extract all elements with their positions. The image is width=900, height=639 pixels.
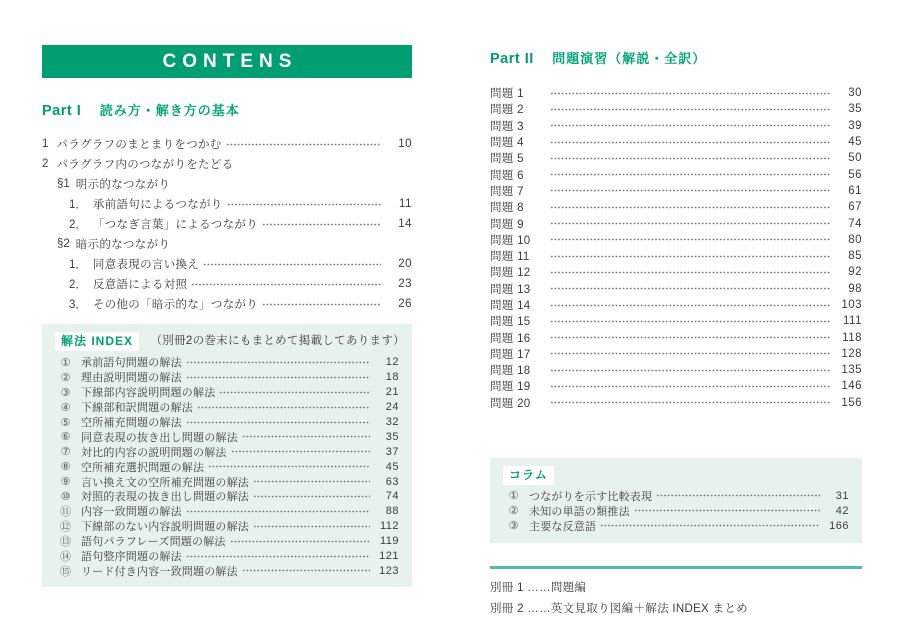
index-page-number: 121 — [379, 550, 399, 563]
index-page-number: 123 — [379, 564, 399, 577]
toc-item-title: パラグラフ内のつながりをたどる — [56, 159, 234, 171]
toc-item-title: 暗示的なつながり — [75, 239, 171, 251]
index-page-number: 74 — [385, 490, 399, 503]
problem-row — [490, 264, 862, 280]
index-item-title: 理由説明問題の解法 — [81, 372, 182, 385]
toc-row — [42, 254, 412, 274]
problem-row — [490, 362, 862, 378]
toc-item-number: 2 — [42, 158, 49, 170]
dot-leader — [550, 254, 831, 259]
dot-leader — [191, 282, 381, 287]
dot-leader — [203, 262, 381, 267]
dot-leader — [227, 202, 381, 207]
problem-label: 問題 11 — [490, 251, 530, 264]
circled-number: ③ — [60, 386, 71, 399]
dot-leader — [634, 508, 820, 513]
index-item-title: 内容一致問題の解法 — [81, 506, 182, 519]
index-page-number: 45 — [385, 460, 399, 473]
problem-row — [490, 118, 862, 134]
column-item-list — [503, 488, 849, 534]
circled-number: ① — [60, 356, 71, 369]
problem-page-number: 50 — [848, 152, 862, 165]
dot-leader — [550, 188, 831, 193]
dot-leader — [197, 405, 370, 410]
index-row — [55, 415, 399, 430]
problem-page-number: 118 — [842, 331, 862, 344]
problem-row — [490, 281, 862, 297]
problem-page-number: 146 — [841, 380, 862, 393]
toc-item-number: 1． — [69, 199, 87, 211]
contents-banner: CONTENS — [42, 45, 412, 78]
problem-row — [490, 232, 862, 248]
index-item-title: 下線部和訳問題の解法 — [81, 402, 193, 415]
index-page-number: 31 — [835, 489, 849, 502]
dot-leader — [242, 568, 370, 573]
problem-label: 問題 9 — [490, 218, 524, 231]
problem-label: 問題 10 — [490, 234, 531, 247]
problem-label: 問題 1 — [490, 88, 524, 101]
dot-leader — [186, 509, 370, 514]
dot-leader — [550, 368, 831, 373]
circled-number: ⑭ — [60, 551, 71, 564]
dot-leader — [550, 351, 831, 356]
dot-leader — [550, 319, 831, 324]
dot-leader — [208, 464, 370, 469]
index-row — [55, 355, 399, 370]
index-row — [55, 563, 399, 578]
index-row — [55, 429, 399, 444]
toc-item-title: 明示的なつながり — [75, 179, 171, 191]
index-page-number: 18 — [385, 371, 399, 384]
problem-page-number: 92 — [848, 266, 862, 279]
problem-page-number: 61 — [848, 184, 862, 197]
circled-number: ⑦ — [60, 446, 71, 459]
problem-page-number: 156 — [841, 396, 862, 409]
index-item-title: 下線部のない内容説明問題の解法 — [81, 521, 249, 534]
dot-leader — [253, 524, 370, 529]
index-box-note: （別冊2の巻末にもまとめて掲載してあります） — [150, 335, 405, 347]
problem-page-number: 56 — [848, 168, 862, 181]
left-column — [42, 45, 412, 587]
index-item-title: 語句パラフレーズ問題の解法 — [81, 536, 226, 549]
dot-leader — [253, 479, 370, 484]
index-row — [55, 385, 399, 400]
circled-number: ② — [60, 371, 71, 384]
index-page-number: 166 — [829, 519, 849, 532]
toc-item-title: 同意表現の言い換え — [92, 259, 200, 271]
dot-leader — [550, 335, 831, 340]
dot-leader — [550, 221, 831, 226]
problem-label: 問題 13 — [490, 283, 531, 296]
problem-label: 問題 20 — [490, 397, 531, 410]
dot-leader — [550, 400, 831, 405]
problem-page-number: 135 — [841, 364, 862, 377]
toc-item-number: 1 — [42, 138, 49, 150]
index-page-number: 32 — [385, 416, 399, 428]
toc-item-title: パラグラフのまとまりをつかむ — [56, 139, 222, 151]
problem-row — [490, 313, 862, 329]
index-page-number: 21 — [385, 386, 399, 399]
index-item-title: リード付き内容一致問題の解法 — [81, 565, 238, 578]
toc-item-title: その他の「暗示的な」つながり — [92, 299, 259, 311]
problem-label: 問題 2 — [490, 104, 524, 117]
dot-leader — [242, 434, 370, 439]
dot-leader — [550, 91, 831, 96]
dot-leader — [550, 384, 831, 389]
problem-page-number: 128 — [841, 347, 862, 360]
problem-page-number: 111 — [843, 315, 862, 328]
problem-row — [490, 395, 862, 411]
dot-leader — [186, 420, 370, 425]
problem-row — [490, 150, 862, 166]
dot-leader — [550, 172, 831, 177]
index-item-title: 空所補充選択問題の解法 — [81, 461, 205, 474]
dot-leader — [550, 156, 831, 161]
toc-page-number: 11 — [399, 198, 412, 210]
index-box-header — [55, 332, 405, 351]
toc-page-number: 10 — [398, 138, 412, 150]
circled-number: ⑪ — [60, 506, 71, 519]
problem-row — [490, 85, 862, 101]
circled-number: ⑧ — [60, 461, 71, 474]
dot-leader — [186, 375, 370, 380]
circled-number: ③ — [508, 520, 519, 533]
index-page-number: 12 — [385, 356, 399, 369]
dot-leader — [262, 302, 381, 307]
toc-item-number: 3． — [69, 299, 87, 311]
index-page-number: 88 — [385, 505, 399, 518]
problem-label: 問題 8 — [490, 202, 524, 215]
column-box-label: コラム — [503, 466, 554, 485]
toc-row — [42, 154, 412, 174]
toc-page-number: 26 — [398, 298, 412, 310]
toc-item-number: 2． — [69, 219, 87, 231]
problem-list — [490, 85, 862, 411]
dot-leader — [262, 222, 381, 227]
problem-row — [490, 101, 862, 117]
dot-leader — [231, 449, 370, 454]
index-page-number: 112 — [379, 520, 399, 533]
index-page-number: 37 — [385, 445, 399, 458]
toc-page-number: 23 — [398, 278, 412, 290]
toc-item-number: §1 — [57, 178, 70, 190]
toc-row — [42, 234, 412, 254]
booklet-1-note: 別冊 1 ……問題編 — [490, 581, 587, 594]
booklet-2-note: 別冊 2 ……英文見取り図編＋解法 INDEX まとめ — [490, 602, 748, 615]
index-row — [55, 444, 399, 459]
dot-leader — [600, 523, 820, 528]
circled-number: ⑫ — [60, 521, 71, 534]
part1-heading — [42, 102, 412, 120]
index-row — [55, 370, 399, 385]
problem-row — [490, 215, 862, 231]
separator-rule — [490, 566, 862, 569]
toc-item-title: 承前語句によるつながり — [92, 199, 223, 211]
part2-heading — [490, 50, 862, 68]
circled-number: ④ — [60, 401, 71, 414]
problem-page-number: 30 — [848, 87, 862, 100]
problem-page-number: 85 — [848, 250, 862, 263]
toc-page-number: 20 — [398, 258, 412, 270]
dot-leader — [550, 107, 831, 112]
circled-number: ⑬ — [60, 536, 71, 549]
dot-leader — [550, 286, 831, 291]
dot-leader — [656, 493, 820, 498]
problem-row — [490, 199, 862, 215]
toc-item-number: 2． — [69, 279, 87, 291]
toc-row — [42, 174, 412, 194]
problem-row — [490, 329, 862, 345]
problem-label: 問題 6 — [490, 169, 524, 182]
index-item-title: 主要な反意語 — [529, 520, 597, 533]
problem-page-number: 35 — [848, 103, 862, 116]
dot-leader — [219, 390, 370, 395]
dot-leader — [186, 360, 370, 365]
toc-item-number: 1． — [69, 259, 87, 271]
index-row — [55, 474, 399, 489]
kaiho-index-box — [42, 324, 412, 587]
dot-leader — [550, 140, 831, 145]
index-item-title: 同意表現の抜き出し問題の解法 — [81, 431, 238, 444]
booklet-notes — [490, 578, 862, 620]
part1-toc-list — [42, 134, 412, 314]
circled-number: ⑤ — [60, 416, 71, 429]
problem-row — [490, 166, 862, 182]
problem-label: 問題 4 — [490, 137, 524, 150]
circled-number: ② — [508, 505, 519, 518]
index-item-title: 空所補充問題の解法 — [81, 417, 182, 430]
index-item-title: 承前語句問題の解法 — [81, 357, 182, 370]
dot-leader — [226, 142, 381, 147]
toc-item-number: §2 — [57, 238, 70, 250]
index-row — [55, 489, 399, 504]
problem-label: 問題 15 — [490, 316, 531, 329]
problem-label: 問題 16 — [490, 332, 531, 345]
index-page-number: 119 — [379, 535, 399, 548]
problem-label: 問題 17 — [490, 348, 531, 361]
problem-row — [490, 248, 862, 264]
problem-label: 問題 18 — [490, 365, 531, 378]
toc-row — [42, 214, 412, 234]
toc-page-number: 14 — [398, 218, 412, 230]
problem-label: 問題 19 — [490, 381, 531, 394]
dot-leader — [186, 554, 370, 559]
dot-leader — [550, 270, 831, 275]
index-page-number: 63 — [385, 475, 399, 488]
index-item-list — [55, 355, 399, 578]
index-row — [503, 503, 849, 518]
index-item-title: 下線部内容説明問題の解法 — [81, 387, 216, 400]
index-item-title: 未知の単語の類推法 — [529, 505, 630, 518]
index-item-title: 語句整序問題の解法 — [81, 551, 182, 564]
circled-number: ⑮ — [60, 565, 71, 578]
index-item-title: 対照的表現の抜き出し問題の解法 — [81, 491, 249, 504]
dot-leader — [550, 237, 831, 242]
problem-row — [490, 183, 862, 199]
toc-item-title: 反意語による対照 — [92, 279, 188, 291]
dot-leader — [253, 494, 370, 499]
circled-number: ① — [508, 490, 519, 503]
problem-label: 問題 7 — [490, 185, 524, 198]
problem-row — [490, 297, 862, 313]
problem-label: 問題 12 — [490, 267, 531, 280]
problem-page-number: 74 — [848, 217, 862, 230]
part2-title: 問題演習（解説・全訳） — [552, 51, 707, 66]
circled-number: ⑩ — [60, 490, 71, 503]
index-row — [55, 549, 399, 564]
problem-row — [490, 346, 862, 362]
dot-leader — [550, 205, 831, 210]
part2-label: Part II — [490, 51, 534, 67]
problem-page-number: 39 — [848, 119, 862, 132]
toc-row — [42, 194, 412, 214]
index-row — [55, 400, 399, 415]
index-item-title: 言い換え文の空所補充問題の解法 — [81, 476, 249, 489]
problem-page-number: 45 — [848, 136, 862, 149]
toc-row — [42, 294, 412, 314]
column-box — [490, 458, 862, 543]
index-item-title: 対比的内容の説明問題の解法 — [81, 446, 227, 459]
index-row — [55, 504, 399, 519]
dot-leader — [550, 123, 831, 128]
toc-item-title: 「つなぎ言葉」によるつながり — [92, 219, 258, 231]
circled-number: ⑨ — [60, 476, 71, 489]
problem-row — [490, 134, 862, 150]
problem-label: 問題 14 — [490, 300, 531, 312]
column-box-header — [503, 466, 849, 485]
index-row — [55, 519, 399, 534]
problem-page-number: 103 — [841, 299, 862, 311]
problem-label: 問題 3 — [490, 120, 524, 133]
problem-page-number: 98 — [848, 282, 862, 295]
index-box-label: 解法 INDEX — [55, 332, 139, 351]
problem-row — [490, 378, 862, 394]
problem-page-number: 67 — [848, 201, 862, 214]
dot-leader — [550, 303, 831, 308]
right-column — [490, 50, 862, 620]
index-page-number: 42 — [835, 504, 849, 517]
index-row — [55, 534, 399, 549]
index-page-number: 35 — [385, 430, 399, 443]
circled-number: ⑥ — [60, 431, 71, 444]
toc-row — [42, 274, 412, 294]
toc-row — [42, 134, 412, 154]
index-row — [55, 459, 399, 474]
dot-leader — [230, 539, 370, 544]
problem-label: 問題 5 — [490, 153, 524, 166]
problem-page-number: 80 — [848, 233, 862, 246]
part1-title: 読み方・解き方の基本 — [99, 103, 240, 118]
index-row — [503, 518, 849, 533]
index-item-title: つながりを示す比較表現 — [529, 490, 653, 503]
part1-label: Part I — [42, 103, 82, 119]
index-page-number: 24 — [385, 401, 399, 414]
index-row — [503, 488, 849, 503]
